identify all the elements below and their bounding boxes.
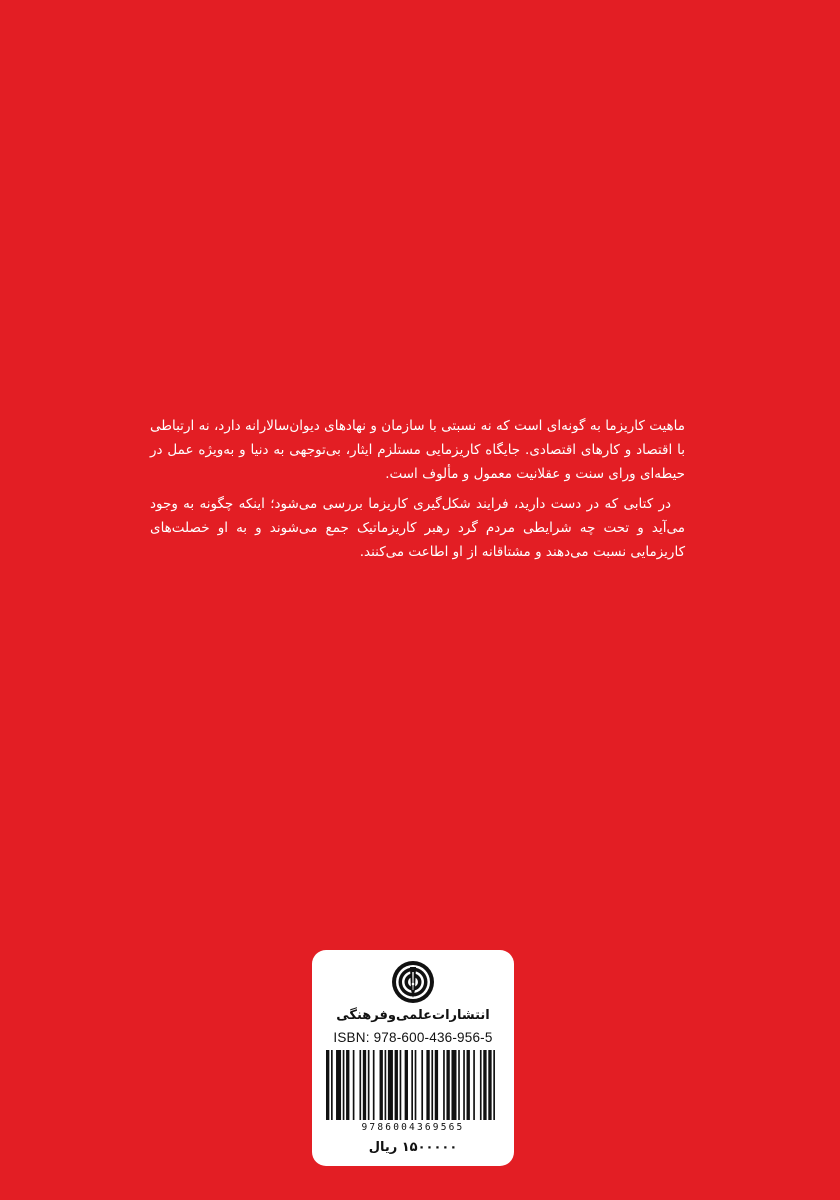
barcode-bar	[368, 1050, 370, 1120]
blurb-paragraph-1: ماهیت کاریزما به گونه‌ای است که نه نسبتی با سازمان و نهادهای دیوان‌سالارانه دارد، نه ارتباطی با اقتصاد و کارهای اقتصادی. جایگاه کاریزمایی مستلزم ایثار، بی‌توجهی به دنیا و به‌ویژه عمل در حیطه‌ای ورای سنت و عقلانیت معمول و مألوف است.	[150, 418, 685, 482]
price-label: ۱۵۰۰۰۰۰ ریال	[368, 1140, 458, 1155]
barcode-bar	[435, 1050, 438, 1120]
barcode-bar	[480, 1050, 482, 1120]
blurb-paragraph-2: در کتابی که در دست دارید، فرایند شکل‌گیری کاریزما بررسی می‌شود؛ اینکه چگونه به وجود می‌آید و تحت چه شرایطی مردم گرد رهبر کاریزماتیک جمع می‌شوند و به او خصلت‌های کاریزمایی نسبت می‌دهند و مشتاقانه از او اطاعت می‌کنند.	[150, 496, 685, 560]
barcode-digits: 9786004369565	[361, 1122, 465, 1133]
barcode-bar	[353, 1050, 355, 1120]
isbn-text: ISBN: 978-600-436-956-5	[333, 1030, 493, 1045]
barcode-bar	[400, 1050, 402, 1120]
barcode-bar	[343, 1050, 345, 1120]
barcode-bar	[380, 1050, 383, 1120]
barcode-bar	[395, 1050, 398, 1120]
barcode-bar	[359, 1050, 361, 1120]
barcode-bar	[363, 1050, 366, 1120]
back-cover-blurb	[150, 414, 685, 564]
barcode-bar	[331, 1050, 333, 1120]
barcode-bar	[346, 1050, 349, 1120]
barcode-bar	[411, 1050, 413, 1120]
barcode-bar	[451, 1050, 456, 1120]
barcode-bar	[446, 1050, 449, 1120]
barcode-bar	[493, 1050, 495, 1120]
publisher-name: انتشارات‌علمی‌وفرهنگی	[336, 1008, 490, 1023]
barcode-bar	[426, 1050, 429, 1120]
barcode-bar	[385, 1050, 387, 1120]
barcode-bar	[463, 1050, 465, 1120]
publisher-logo-icon	[391, 960, 435, 1004]
barcode-bar	[488, 1050, 491, 1120]
barcode-bar	[421, 1050, 423, 1120]
barcode-bar	[473, 1050, 475, 1120]
barcode-bar	[458, 1050, 460, 1120]
barcode-bar	[373, 1050, 375, 1120]
barcode-bar	[388, 1050, 393, 1120]
barcode-bar	[405, 1050, 408, 1120]
barcode-bar	[431, 1050, 433, 1120]
barcode	[326, 1050, 500, 1120]
barcode-label-box	[312, 950, 514, 1166]
barcode-bar	[467, 1050, 470, 1120]
barcode-bar	[443, 1050, 445, 1120]
barcode-bar	[483, 1050, 486, 1120]
barcode-bar	[415, 1050, 417, 1120]
barcode-bar	[326, 1050, 329, 1120]
barcode-bar	[336, 1050, 341, 1120]
